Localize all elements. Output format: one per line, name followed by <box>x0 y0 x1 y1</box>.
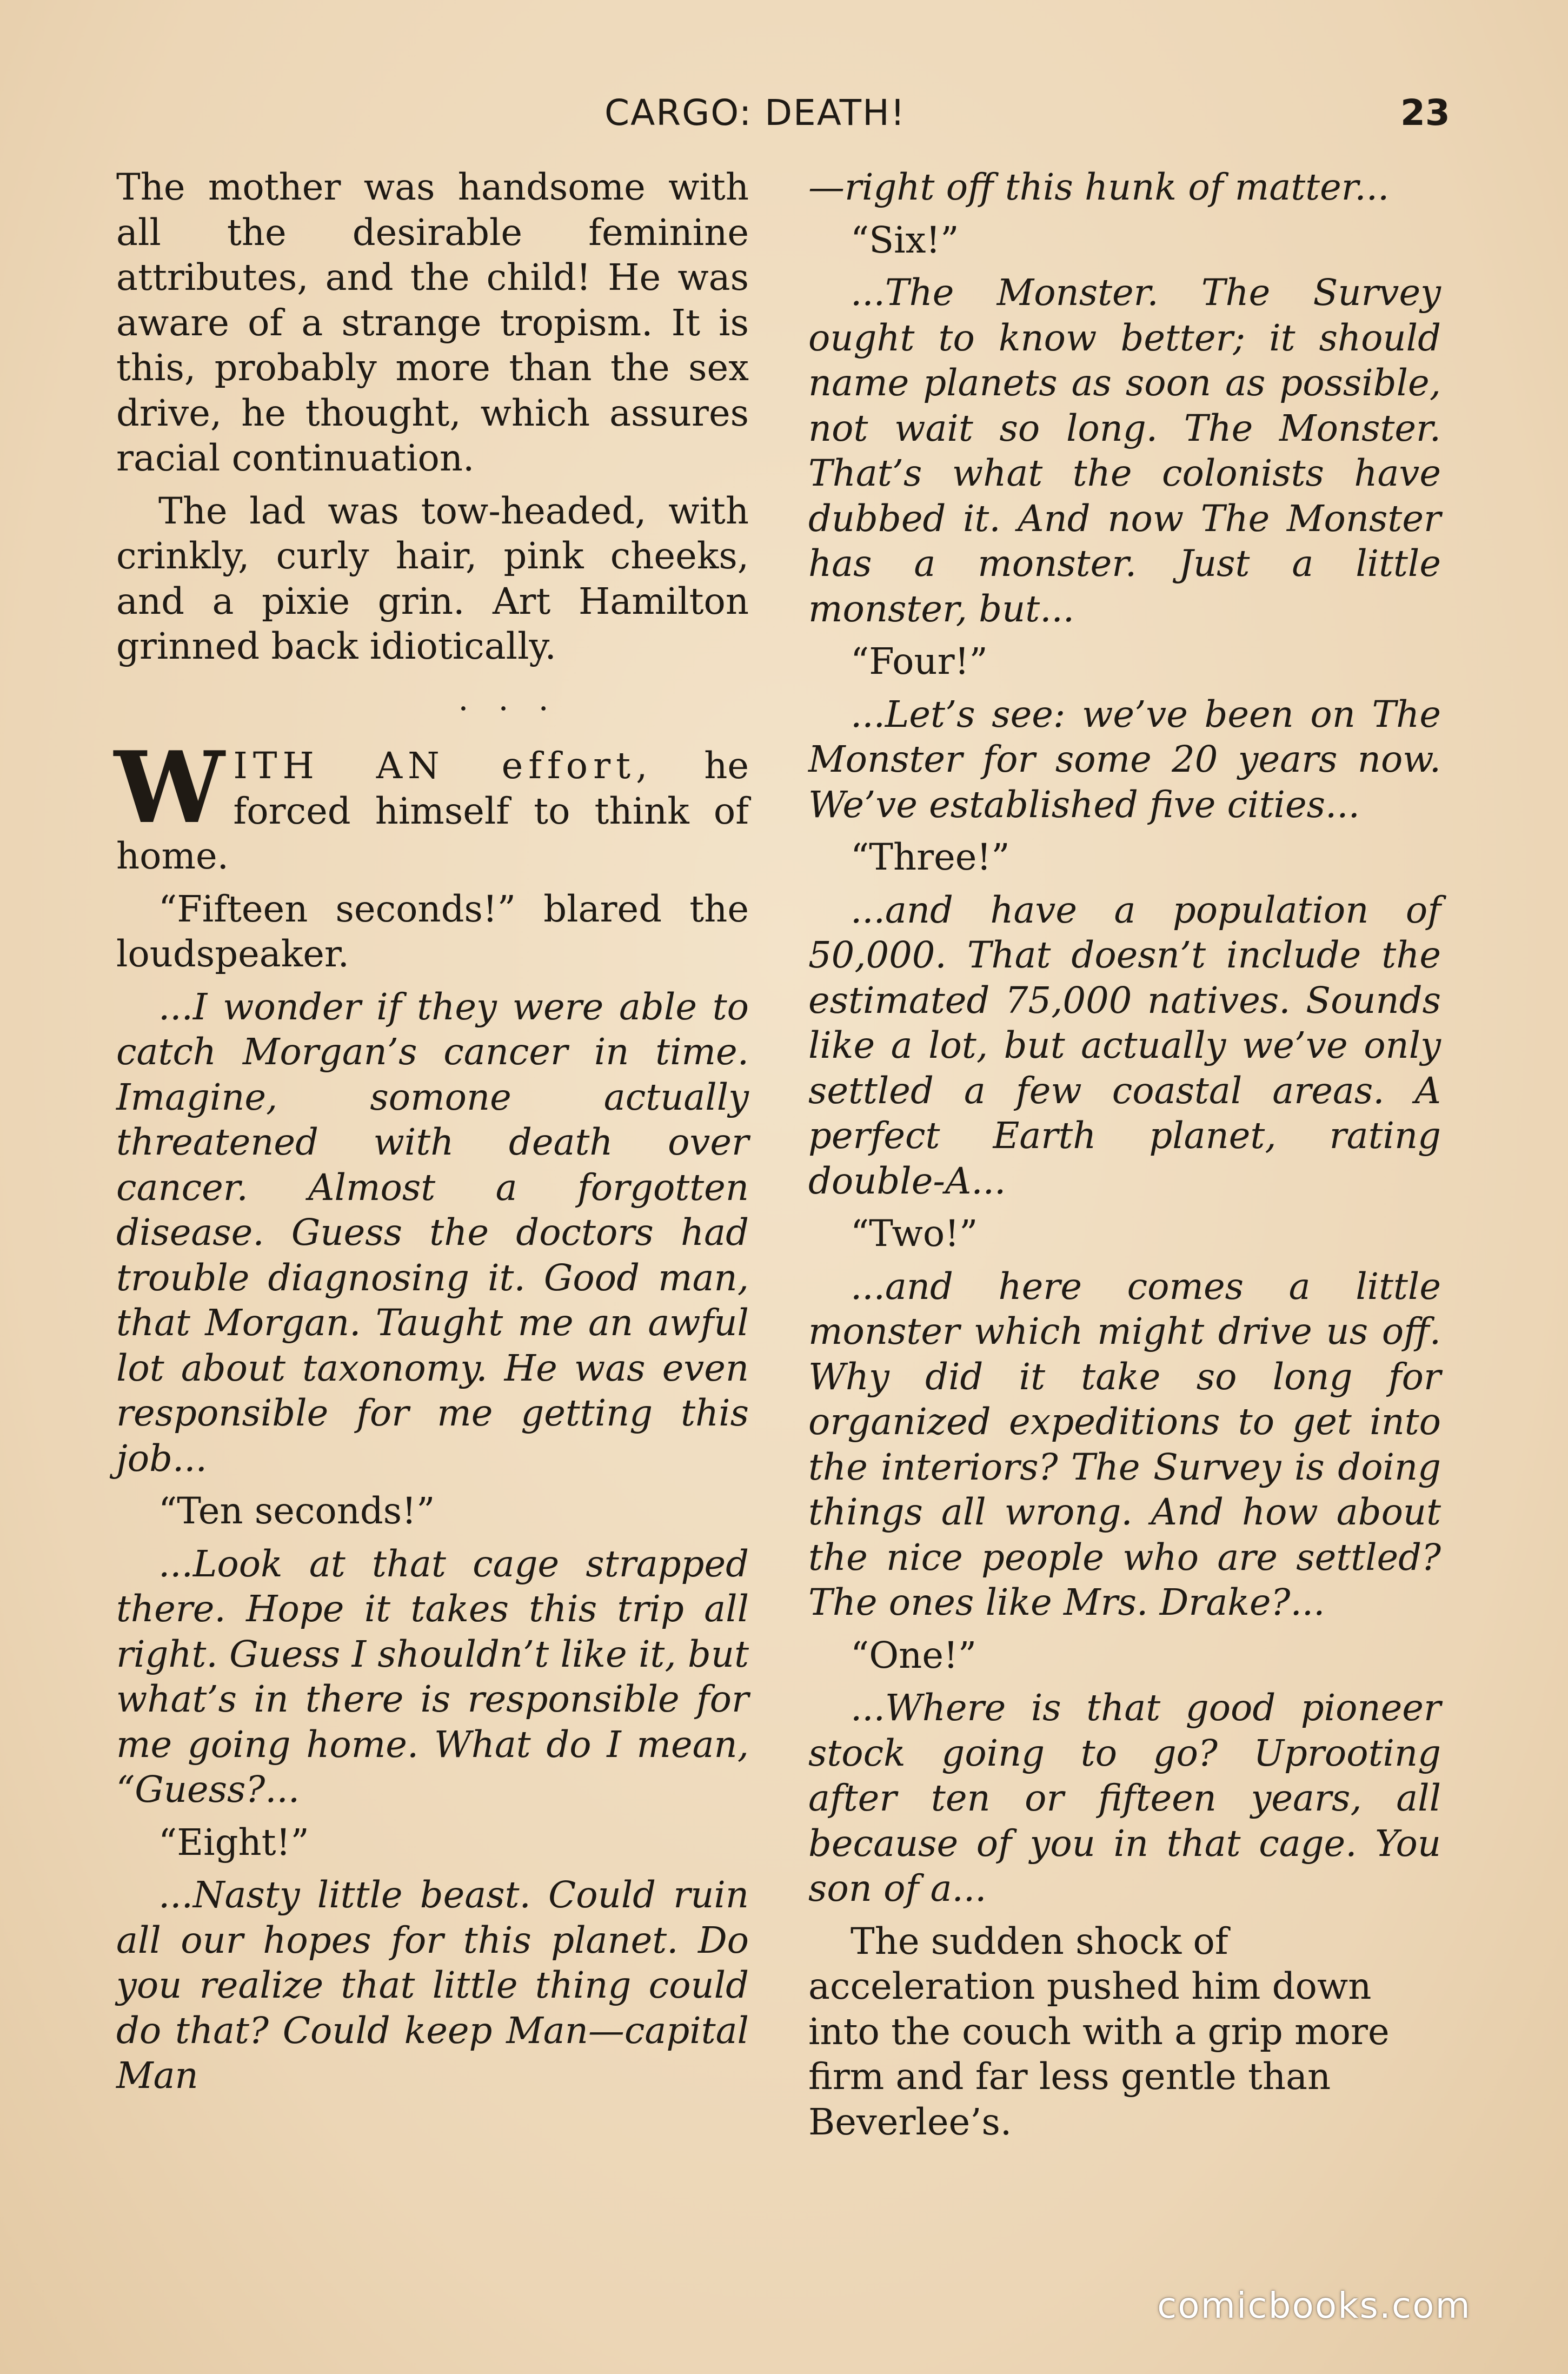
paragraph: ...Let’s see: we’ve been on The Monster for some 20 years now. We’ve established five cities... <box>808 693 1441 826</box>
paragraph: “Two!” <box>851 1212 978 1255</box>
running-title: CARGO: DEATH! <box>604 92 906 134</box>
right-column <box>808 165 1441 2152</box>
paragraph: ...and have a population of 50,000. That doesn’t include the estimated 75,000 natives. Sounds like a lot, but actually we’ve only settled a few coastal areas. A perfect Earth planet, rating double-A... <box>808 888 1441 1202</box>
paragraph: “Four!” <box>851 640 988 682</box>
paragraph-dropcap <box>114 730 749 879</box>
paragraph: ...Nasty little beast. Could ruin all our hopes for this planet. Do you realize that little thing could do that? Could keep Man—capital Man <box>116 1874 749 2097</box>
paragraph: —right off this hunk of matter... <box>808 166 1390 208</box>
drop-cap: W <box>114 730 225 845</box>
paragraph: ...and here comes a little monster which might drive us off. Why did it take so long for organized expeditions to get into the interiors? The Survey is doing things all wrong. And how about the nice people who are settled? The ones like Mrs. Drake?... <box>808 1265 1441 1623</box>
paragraph: “Eight!” <box>158 1821 309 1864</box>
left-column <box>116 165 749 2106</box>
paragraph: ...The Monster. The Survey ought to know better; it should name planets as soon as possible, not wait so long. The Monster. That’s what the colonists have dubbed it. And now The Monster has a monster. Just a little monster, but... <box>808 271 1441 630</box>
paragraph: ...Where is that good pioneer stock going to go? Uprooting after ten or fifteen years, all because of you in that cage. You son of a... <box>808 1687 1441 1909</box>
page-number: 23 <box>1400 92 1450 134</box>
section-separator: . . . <box>458 680 559 718</box>
paragraph: The sudden shock of acceleration pushed him down into the couch with a grip more firm and far less gentle than Beverlee’s. <box>808 1920 1390 2143</box>
watermark: comicbooks.com <box>1157 2285 1471 2326</box>
lead-in-text: ITH AN effort, <box>233 745 653 787</box>
paragraph: ...I wonder if they were able to catch Morgan’s cancer in time. Imagine, somone actually threatened with death over cancer. Almost a forgotten disease. Guess the doctors had trouble diagnosing it. Good man, that Morgan. Taught me an awful lot about taxonomy. He was even responsible for me getting this job... <box>116 985 749 1480</box>
paragraph: ...Look at that cage strapped there. Hope it takes this trip all right. Guess I shouldn’t like it, but what’s in there is responsible for me going home. What do I mean, “Guess?... <box>116 1542 749 1811</box>
paragraph: “One!” <box>851 1634 977 1676</box>
paragraph-text: he forced himself to think of home. <box>116 745 749 877</box>
paragraph: “Ten seconds!” <box>158 1490 435 1532</box>
paragraph: The lad was tow-headed, with crinkly, curly hair, pink cheeks, and a pixie grin. Art Hamilton grinned back idiotically. <box>116 489 749 667</box>
paragraph: “Fifteen seconds!” blared the loudspeaker. <box>116 887 749 975</box>
paragraph: “Three!” <box>851 836 1010 878</box>
paragraph: The mother was handsome with all the desirable feminine attributes, and the child! He was aware of a strange tropism. It is this, probably more than the sex drive, he thought, which assures racial continuation. <box>116 166 749 479</box>
paragraph: “Six!” <box>851 218 959 261</box>
page-header <box>0 92 1568 146</box>
